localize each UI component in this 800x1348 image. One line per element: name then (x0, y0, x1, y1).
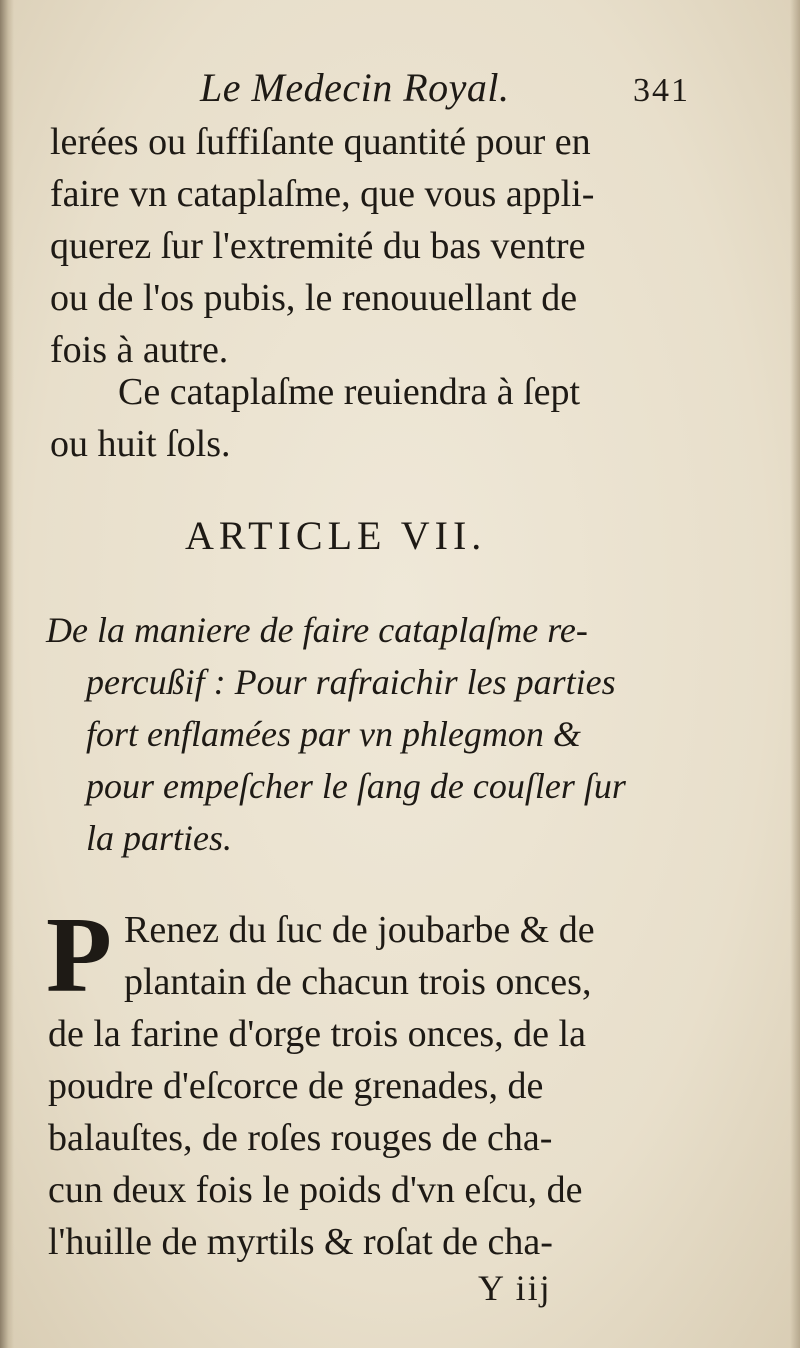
text-line: fois à autre. (50, 329, 229, 371)
text-line: poudre d'eſcorce de grenades, de (48, 1065, 544, 1107)
text-line: faire vn cataplaſme, que vous appli- (50, 173, 595, 215)
text-line: ou de l'os pubis, le renouuellant de (50, 277, 578, 319)
page-edge-left (0, 0, 14, 1348)
paragraph-2 (50, 366, 690, 470)
subtitle-line: fort enflamées par vn phlegmon & (86, 714, 581, 754)
text-line: plantain de chacun trois onces, (124, 961, 592, 1003)
text-line: l'huille de myrtils & roſat de cha- (48, 1221, 553, 1263)
text-line: de la farine d'orge trois onces, de la (48, 1013, 586, 1055)
page-edge-right (790, 0, 800, 1348)
text-line: Ce cataplaſme reuiendra à ſept (118, 371, 581, 413)
subtitle-line: percußif : Pour rafraichir les parties (86, 662, 616, 702)
article-heading: ARTICLE VII. (185, 513, 487, 558)
page-number: 341 (633, 72, 690, 109)
running-head: Le Medecin Royal. (200, 65, 510, 110)
text-line: ou huit ſols. (50, 423, 231, 465)
signature-mark: Y iij (478, 1268, 552, 1308)
text-line: cun deux fois le poids d'vn eſcu, de (48, 1169, 583, 1211)
page-header (50, 58, 690, 114)
paragraph-1 (50, 116, 690, 376)
article-subtitle (46, 604, 706, 864)
text-line: lerées ou ſuffiſante quantité pour en (50, 121, 591, 163)
drop-cap: P (46, 896, 112, 1015)
subtitle-line: la parties. (86, 818, 233, 858)
subtitle-line: De la maniere de faire cataplaſme re- (46, 610, 588, 650)
text-line: querez ſur l'extremité du bas ventre (50, 225, 586, 267)
body-paragraph (46, 896, 698, 1268)
text-line: Renez du ſuc de joubarbe & de (124, 909, 595, 951)
subtitle-line: pour empeſcher le ſang de couſler ſur (86, 766, 626, 806)
text-line: balauſtes, de roſes rouges de cha- (48, 1117, 553, 1159)
